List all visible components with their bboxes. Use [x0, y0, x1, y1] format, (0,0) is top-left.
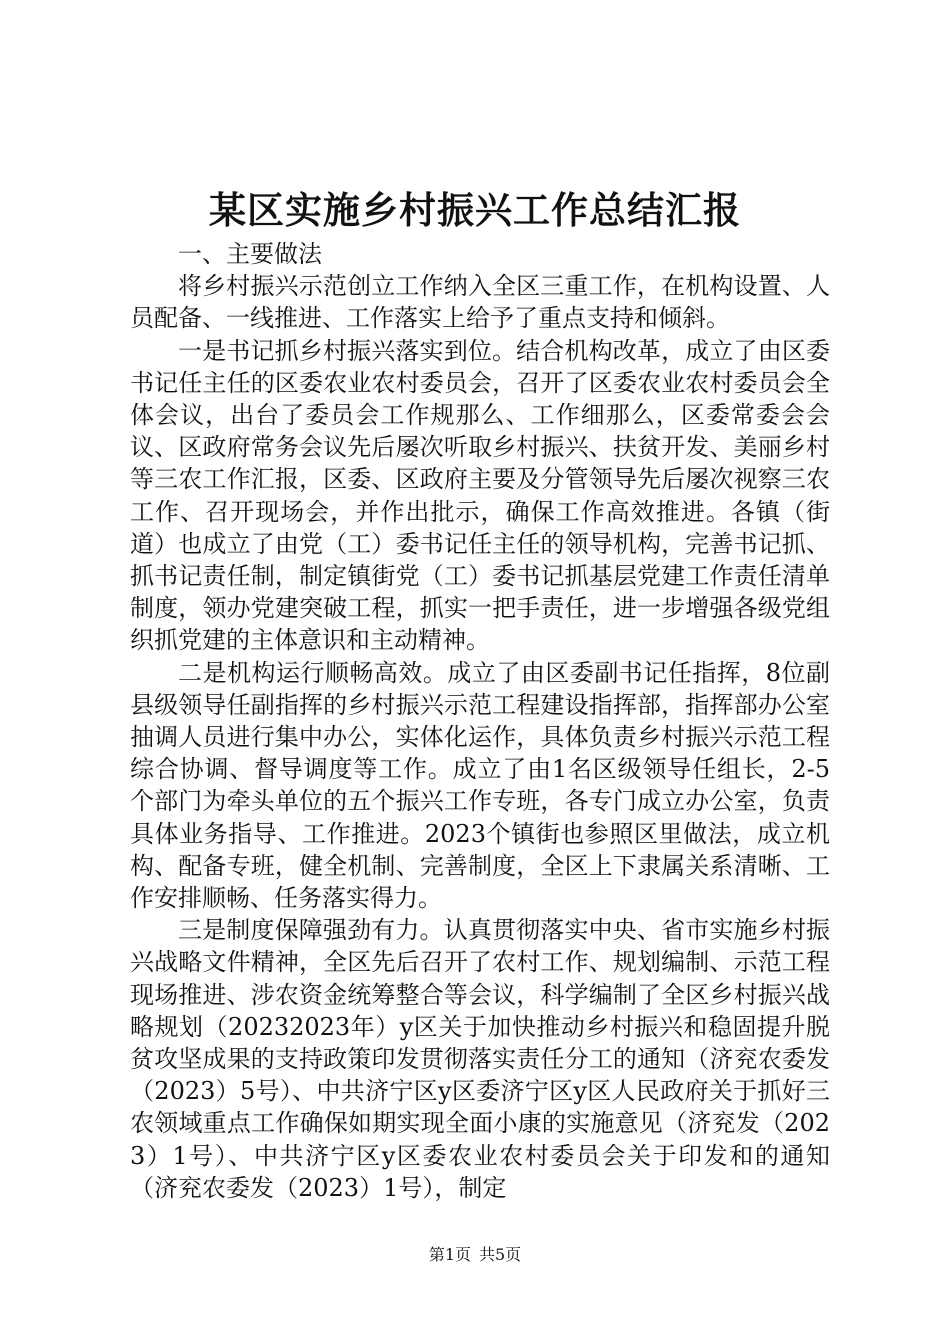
paragraph-system-guarantee: 三是制度保障强劲有力。认真贯彻落实中央、省市实施乡村振兴战略文件精神，全区先后召开了农村工作、规划编制、示范工程现场推进、涉农资金统筹整合等会议，科学编制了全区乡村振兴战略规划（20232023年）y区关于加快推动乡村振兴和稳固提升脱贫攻坚成果的支持政策印发贯彻落实责任分工的通知（济兖农委发（2023）5号）、中共济宁区y区委济宁区y区人民政府关于抓好三农领域重点工作确保如期实现全面小康的实施意见（济兖发（2023）1号）、中共济宁区y区委农业农村委员会关于印发和的通知（济兖农委发（2023）1号），制定 [130, 916, 830, 1202]
page-footer [0, 1245, 950, 1265]
page-total: 共5页 [479, 1245, 522, 1264]
paragraph-intro: 将乡村振兴示范创立工作纳入全区三重工作，在机构设置、人员配备、一线推进、工作落实上给予了重点支持和倾斜。 [130, 272, 830, 333]
paragraph-secretary-responsibility: 一是书记抓乡村振兴落实到位。结合机构改革，成立了由区委书记任主任的区委农业农村委员会，召开了区委农业农村委员会全体会议，出台了委员会工作规那么、工作细那么，区委常委会会议、区政府常务会议先后屡次听取乡村振兴、扶贫开发、美丽乡村等三农工作汇报，区委、区政府主要及分管领导先后屡次视察三农工作、召开现场会，并作出批示，确保工作高效推进。各镇（街道）也成立了由党（工）委书记任主任的领导机构，完善书记抓、抓书记责任制，制定镇街党（工）委书记抓基层党建工作责任清单制度，领办党建突破工程，抓实一把手责任，进一步增强各级党组织抓党建的主体意识和主动精神。 [130, 336, 830, 655]
document-body [130, 238, 830, 1204]
document-title: 某区实施乡村振兴工作总结汇报 [209, 188, 741, 232]
paragraph-institution-operation: 二是机构运行顺畅高效。成立了由区委副书记任指挥，8位副县级领导任副指挥的乡村振兴示范工程建设指挥部，指挥部办公室抽调人员进行集中办公，实体化运作，具体负责乡村振兴示范工程综合协调、督导调度等工作。成立了由1名区级领导任组长，2-5个部门为牵头单位的五个振兴工作专班，各专门成立办公室，负责具体业务指导、工作推进。2023个镇街也参照区里做法，成立机构、配备专班，健全机制、完善制度，全区上下隶属关系清晰、工作安排顺畅、任务落实得力。 [130, 658, 830, 913]
page-number: 第1页 [428, 1245, 471, 1264]
section-heading: 一、主要做法 [178, 240, 322, 268]
